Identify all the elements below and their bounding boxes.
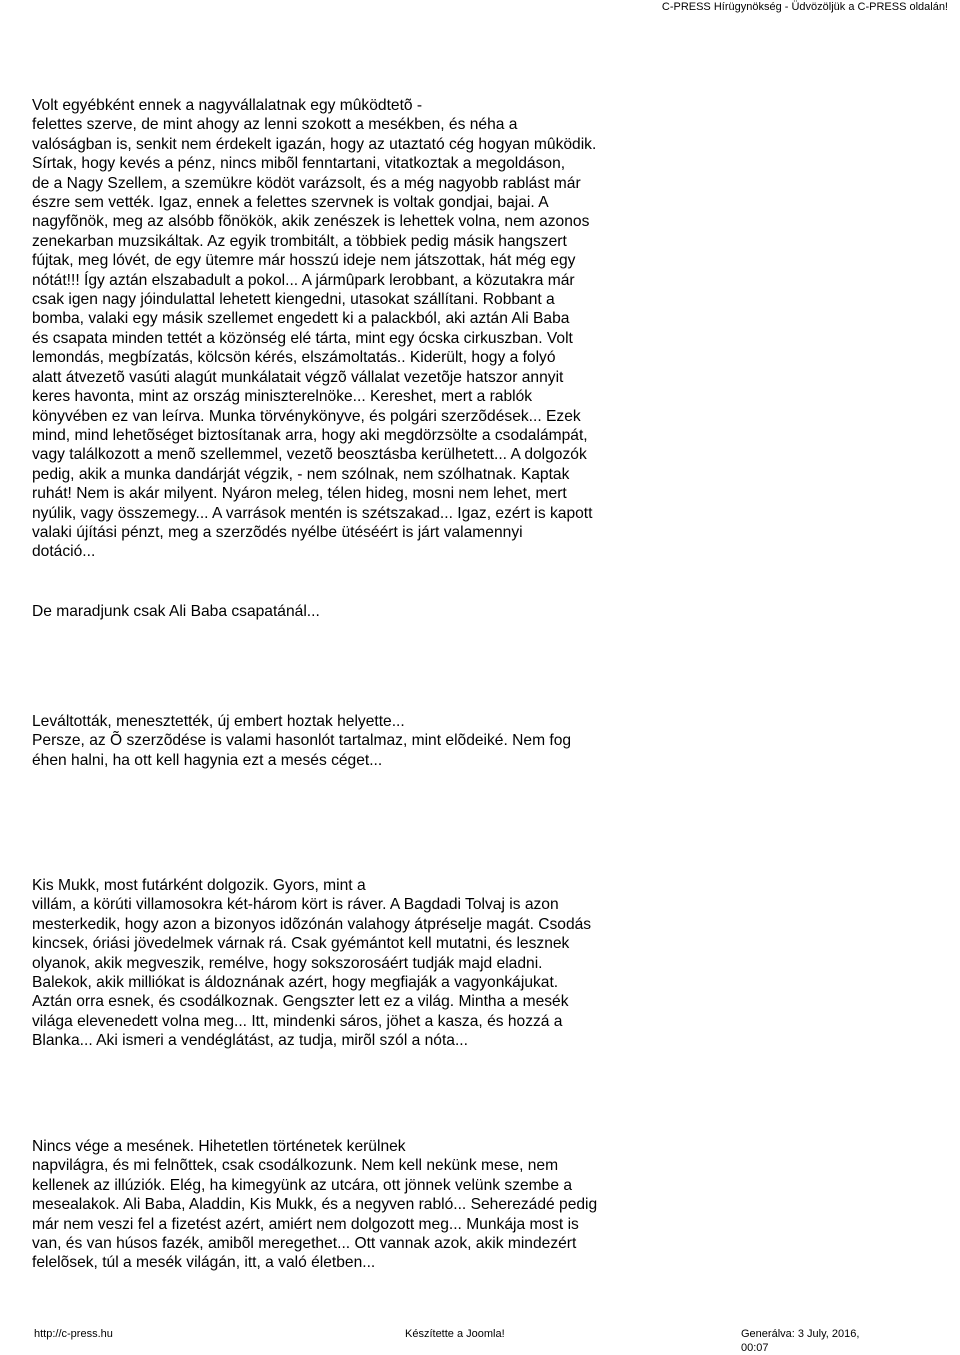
paragraph-line: vagy találkozott a menõ szellemmel, vezetõ beosztásba kerülhetett... A dolgozók xyxy=(32,446,587,464)
paragraph-line: Aztán orra esnek, és csodálkoznak. Gengszter lett ez a világ. Mintha a mesék xyxy=(32,993,569,1011)
page-header xyxy=(0,0,960,14)
paragraph-line: éhen halni, ha ott kell hagynia ezt a mesés céget... xyxy=(32,751,383,769)
paragraph-line: kellenek az illúziók. Elég, ha kimegyünk az utcára, ott jönnek velünk szembe a xyxy=(32,1176,573,1194)
paragraph-line: és csapata minden tettét a közönség elé tárta, mint egy ócska cirkuszban. Volt xyxy=(32,329,573,347)
paragraph-line: nagyfõnök, meg az alsóbb fõnökök, akik zenészek is lehettek volna, nem azonos xyxy=(32,213,590,231)
paragraph-line: már nem veszi fel a fizetést azért, amiért nem dolgozott meg... Munkája most is xyxy=(32,1215,579,1233)
paragraph-line: Balekok, akik milliókat is áldoznának azért, hogy megfiaják a vagyonkájukat. xyxy=(32,974,559,992)
article-paragraph xyxy=(32,712,571,770)
paragraph-line: Persze, az Õ szerzõdése is valami hasonlót tartalmaz, mint elõdeiké. Nem fog xyxy=(32,732,572,750)
article-paragraph xyxy=(32,602,320,621)
paragraph-line: villám, a körúti villamosokra két-három kört is ráver. A Bagdadi Tolvaj is azon xyxy=(32,896,559,914)
paragraph-line: mesealakok. Ali Baba, Aladdin, Kis Mukk, és a negyven rabló... Seherezádé pedig xyxy=(32,1196,598,1214)
paragraph-line: nótát!!! Így aztán elszabadult a pokol... A jármûpark lerobbant, a közutakra már xyxy=(32,271,575,289)
article-paragraph xyxy=(32,1137,597,1273)
paragraph-line: dotáció... xyxy=(32,543,96,561)
paragraph-line: csak igen nagy jóindulattal lehetett kiengedni, utasokat szállítani. Robbant a xyxy=(32,291,555,309)
paragraph-line: alatt átvezetõ vasúti alagút munkálatait végzõ vállalat vezetõje hatszor annyit xyxy=(32,368,564,386)
paragraph-line: valóságban is, senkit nem érdekelt igazán, hogy az utaztató cég hogyan mûködik. xyxy=(32,135,597,153)
paragraph-line: Leváltották, menesztették, új embert hoztak helyette... xyxy=(32,713,405,730)
paragraph-line: felelõsek, túl a mesék világán, itt, a való életben... xyxy=(32,1254,376,1272)
paragraph-line: De maradjunk csak Ali Baba csapatánál... xyxy=(32,603,320,620)
paragraph-line: olyanok, akik megveszik, remélve, hogy sokszorosáért tudják majd eladni. xyxy=(32,954,543,972)
footer-generated: Generálva: 3 July, 2016, 00:07 xyxy=(741,1328,860,1354)
header-title: C-PRESS Hírügynökség - Üdvözöljük a C-PRESS oldalán! xyxy=(661,1,948,13)
page-footer xyxy=(34,1327,880,1354)
article-paragraph xyxy=(32,876,591,1051)
paragraph-line: felettes szerve, de mint ahogy az lenni szokott a mesékben, és néha a xyxy=(32,116,518,134)
paragraph-line: pedig, akik a munka dandárját végzik, - nem szólnak, nem szólhatnak. Kaptak xyxy=(32,465,570,483)
paragraph-line: Volt egyébként ennek a nagyvállalatnak egy mûködtetõ - xyxy=(32,97,423,114)
paragraph-line: de a Nagy Szellem, a szemükre ködöt varázsolt, és a még nagyobb rablást már xyxy=(32,174,581,192)
paragraph-line: nyúlik, vagy összemegy... A varrások mentén is szétszakad... Igaz, ezért is kapott xyxy=(32,504,593,522)
footer-url[interactable]: http://c-press.hu xyxy=(34,1328,113,1340)
paragraph-line: Sírtak, hogy kevés a pénz, nincs mibõl fenntartani, vitatkoztak a megoldáson, xyxy=(32,155,566,173)
paragraph-line: lemondás, megbízatás, kölcsön kérés, elszámoltatás.. Kiderült, hogy a folyó xyxy=(32,349,556,367)
paragraph-line: van, és van húsos fazék, amibõl meregethet... Ott vannak azok, akik mindezért xyxy=(32,1235,577,1253)
paragraph-line: könyvében ez van leírva. Munka törvénykönyve, és polgári szerzõdések... Ezek xyxy=(32,407,581,425)
paragraph-line: bomba, valaki egy másik szellemet engedett ki a palackból, aki aztán Ali Baba xyxy=(32,310,570,328)
paragraph-line: mesterkedik, hogy azon a bizonyos idõzónán valahogy átpréselje magát. Csodás xyxy=(32,915,592,933)
paragraph-line: észre sem vették. Igaz, ennek a felettes szervnek is voltak gondjai, bajai. A xyxy=(32,194,549,212)
paragraph-line: Nincs vége a mesének. Hihetetlen történetek kerülnek xyxy=(32,1138,406,1155)
paragraph-line: napvilágra, és mi felnõttek, csak csodálkozunk. Nem kell nekünk mese, nem xyxy=(32,1157,559,1175)
article-paragraph xyxy=(32,96,596,562)
paragraph-line: ruhát! Nem is akár milyent. Nyáron meleg, télen hideg, mosni nem lehet, mert xyxy=(32,485,567,503)
paragraph-line: világa elevenedett volna meg... Itt, mindenki sáros, jöhet a kasza, és hozzá a xyxy=(32,1012,563,1030)
paragraph-line: mind, mind lehetõséget biztosítanak arra, hogy aki megdörzsölte a csodalámpát, xyxy=(32,426,588,444)
paragraph-line: Blanka... Aki ismeri a vendéglátást, az tudja, mirõl szól a nóta... xyxy=(32,1032,468,1050)
paragraph-line: kincsek, óriási jövedelmek várnak rá. Csak gyémántot kell mutatni, és lesznek xyxy=(32,935,570,953)
footer-made-with: Készítette a Joomla! xyxy=(405,1328,505,1340)
paragraph-line: valaki újítási pénzt, meg a szerzõdés nyélbe ütéséért is járt valamennyi xyxy=(32,523,523,541)
paragraph-line: keres havonta, mint az ország miniszterelnöke... Kereshet, mert a rablók xyxy=(32,388,533,406)
paragraph-line: fújtak, meg lóvét, de egy ütemre már hosszú ideje nem játszottak, hát még egy xyxy=(32,252,576,270)
paragraph-line: zenekarban muzsikáltak. Az egyik trombitált, a többiek pedig másik hangszert xyxy=(32,232,567,250)
paragraph-line: Kis Mukk, most futárként dolgozik. Gyors, mint a xyxy=(32,877,366,894)
